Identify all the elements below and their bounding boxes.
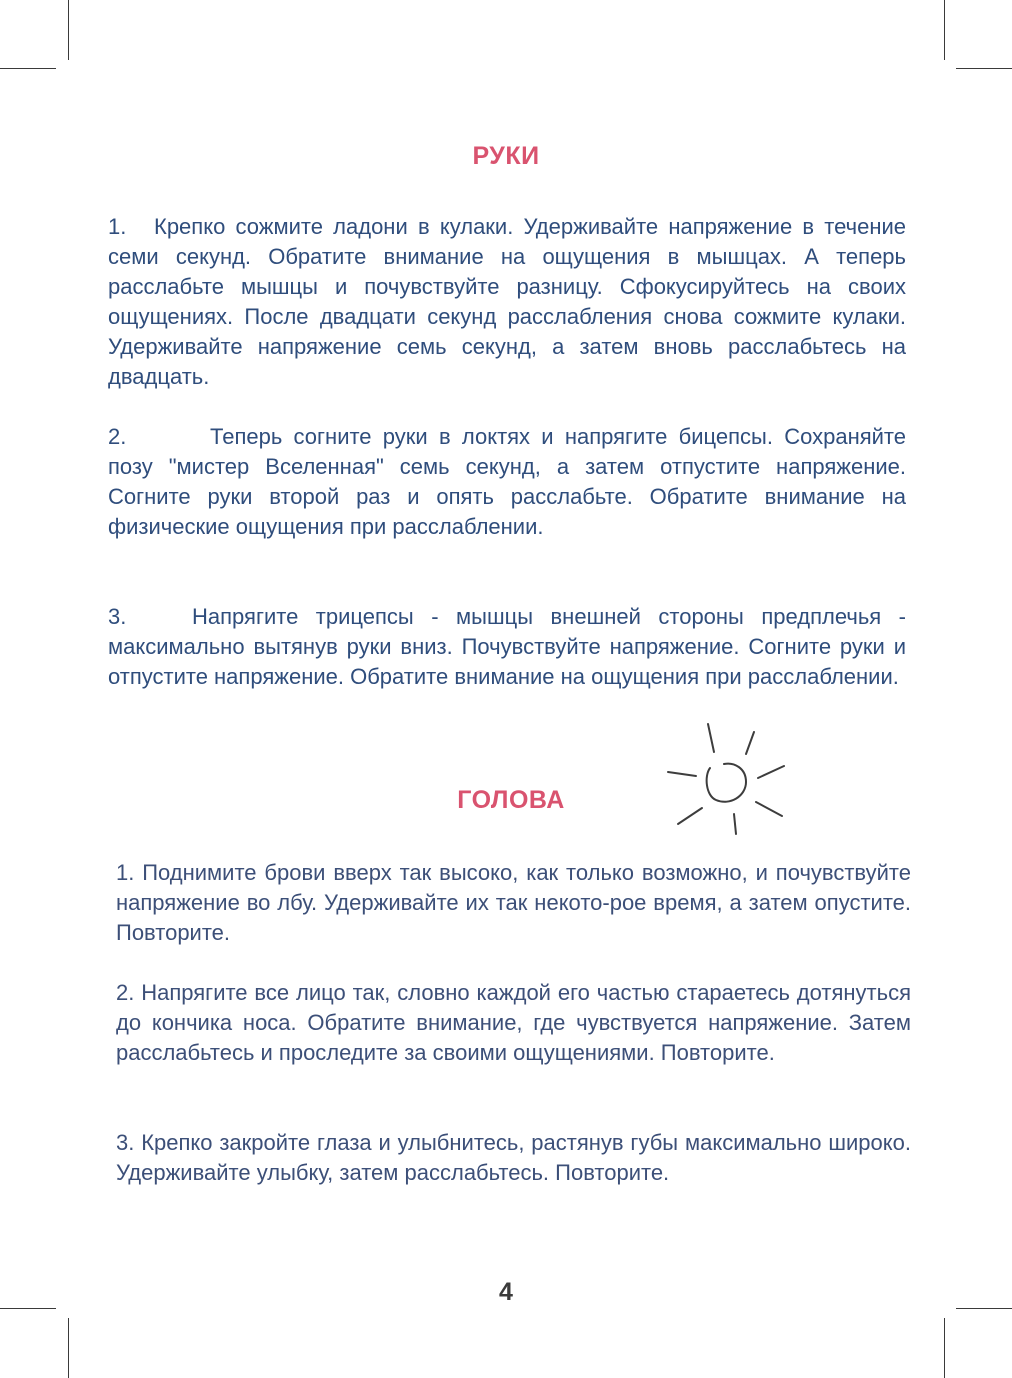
item-number: 1. — [108, 214, 127, 239]
crop-mark — [68, 0, 69, 60]
exercise-item: 3. Крепко закройте глаза и улыбнитесь, растянув губы максимально широко. Удерживайте улыбку, затем расслабьтесь. Повторите. — [116, 1130, 911, 1185]
crop-mark — [956, 1308, 1012, 1309]
section-title: ГОЛОВА — [457, 786, 565, 814]
crop-mark — [944, 1318, 945, 1378]
crop-mark — [68, 1318, 69, 1378]
exercise-item — [108, 212, 906, 392]
exercise-item: 2. Напрягите все лицо так, словно каждой его частью стараетесь дотянуться до кончика носа. Обратите внимание, где чувствуется напряжение. Затем расслабьтесь и проследите за своими ощущениями. Повторите. — [116, 980, 911, 1065]
crop-mark — [944, 0, 945, 60]
crop-mark — [0, 1308, 56, 1309]
sun-icon — [650, 716, 790, 844]
item-number: 2. — [108, 424, 127, 449]
exercise-item: 1. Поднимите брови вверх так высоко, как только возможно, и почувствуйте напряжение во лбу. Удерживайте их так некото-рое время, а затем опустите. Повторите. — [116, 860, 911, 945]
exercise-item — [108, 422, 906, 542]
item-text: Напрягите трицепсы - мышцы внешней стороны предплечья - максимально вытянув руки вниз. Почувствуйте напряжение. Согните руки и отпустите напряжение. Обратите внимание на ощущения при расслаблении. — [108, 604, 906, 689]
crop-mark — [956, 68, 1012, 69]
item-number: 3. — [108, 604, 127, 629]
section-title: РУКИ — [472, 142, 540, 170]
crop-mark — [0, 68, 56, 69]
page-number: 4 — [499, 1278, 513, 1306]
item-text: Теперь согните руки в локтях и напрягите бицепсы. Сохраняйте позу "мистер Вселенная" семь секунд, а затем отпустите напряжение. Согните руки второй раз и опять расслабьте. Обратите внимание на физические ощущения при расслаблении. — [108, 424, 906, 539]
item-text: Крепко сожмите ладони в кулаки. Удерживайте напряжение в течение семи секунд. Обратите внимание на ощущения в мышцах. А теперь расслабьте мышцы и почувствуйте разницу. Сфокусируйтесь на своих ощущениях. После двадцати секунд расслабления снова сожмите кулаки. Удерживайте напряжение семь секунд, а затем вновь расслабьтесь на двадцать. — [108, 214, 906, 389]
exercise-item — [108, 602, 906, 692]
